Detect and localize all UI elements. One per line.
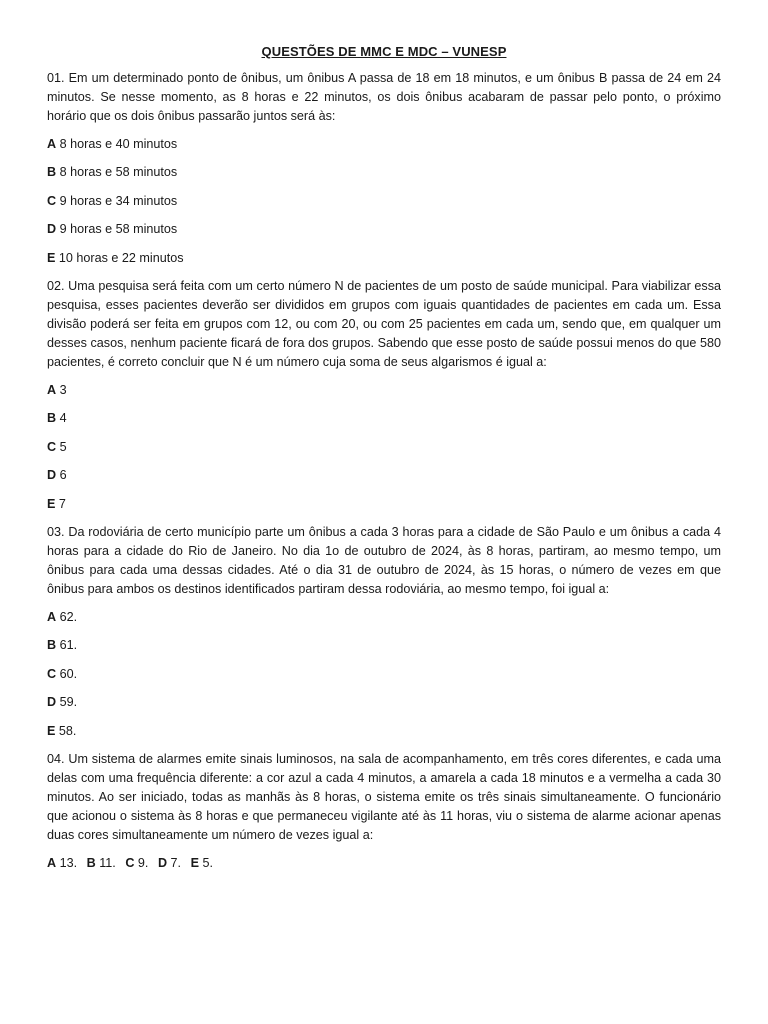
option-b: B 61. [47, 638, 78, 653]
option-e: E 5. [190, 855, 213, 870]
option-e: E 10 horas e 22 minutos [47, 250, 184, 265]
option-c: C 5 [47, 439, 67, 454]
option-b: B 11. [86, 855, 116, 870]
question-1 [47, 69, 721, 268]
question-text: 01. Em um determinado ponto de ônibus, um ônibus A passa de 18 em 18 minutos, e um ônibus B passa de 24 em 24 minutos. Se nesse momento, as 8 horas e 22 minutos, os dois ônibus acabaram de passar pelo ponto, o próximo horário que os dois ônibus passarão juntos será às: [47, 71, 721, 123]
option-d: D 7. [157, 855, 182, 870]
option-b: B 4 [47, 411, 67, 426]
inline-options [47, 854, 721, 873]
option-b: B 8 horas e 58 minutos [47, 165, 178, 180]
option-e: E 7 [47, 496, 66, 511]
question-2 [47, 277, 721, 513]
option-e: E 58. [47, 723, 77, 738]
option-d: D 59. [47, 695, 78, 710]
question-4 [47, 750, 721, 872]
option-d: D 6 [47, 468, 67, 483]
option-a: A 8 horas e 40 minutos [47, 136, 178, 151]
question-text: 04. Um sistema de alarmes emite sinais luminosos, na sala de acompanhamento, em três cores diferentes, e cada uma delas com uma frequência diferente: a cor azul a cada 4 minutos, a amarela a cada 18 minutos e a vermelha a cada 30 minutos. Ao ser iniciado, todas as manhãs às 8 horas, o sistema emite os três sinais simultaneamente. O funcionário que acionou o sistema às 8 horas e que permaneceu vigilante até às 11 horas, viu o sistema de alarme acionar apenas duas cores simultaneamente um número de vezes igual a: [47, 752, 721, 842]
option-a: A 13. [47, 855, 78, 870]
question-text: 03. Da rodoviária de certo município parte um ônibus a cada 3 horas para a cidade de São Paulo e um ônibus a cada 4 horas para a cidade do Rio de Janeiro. No dia 1o de outubro de 2024, às 8 horas, partiram, ao mesmo tempo, um ônibus para cada uma dessas cidades. Até o dia 31 de outubro de 2024, às 15 horas, o número de vezes em que ônibus para ambos os destinos identificados partiram dessa rodoviária, ao mesmo tempo, foi igual a: [47, 525, 721, 596]
option-a: A 62. [47, 609, 78, 624]
option-c: C 9 horas e 34 minutos [47, 193, 178, 208]
option-a: A 3 [47, 382, 67, 397]
question-text: 02. Uma pesquisa será feita com um certo número N de pacientes de um posto de saúde municipal. Para viabilizar essa pesquisa, esses pacientes deverão ser divididos em grupos com iguais quantidades de pacientes em cada um. Essa divisão poderá ser feita em grupos com 12, ou com 20, ou com 25 pacientes em cada um, sendo que, em qualquer um desses casos, nenhum paciente ficará de fora dos grupos. Sabendo que esse posto de saúde possui menos do que 580 pacientes, é correto concluir que N é um número cuja soma de seus algarismos é igual a: [47, 279, 721, 369]
option-c: C 60. [47, 666, 78, 681]
option-d: D 9 horas e 58 minutos [47, 222, 178, 237]
question-3 [47, 523, 721, 741]
page-title: QUESTÕES DE MMC E MDC – VUNESP [261, 44, 507, 59]
option-c: C 9. [125, 855, 149, 870]
